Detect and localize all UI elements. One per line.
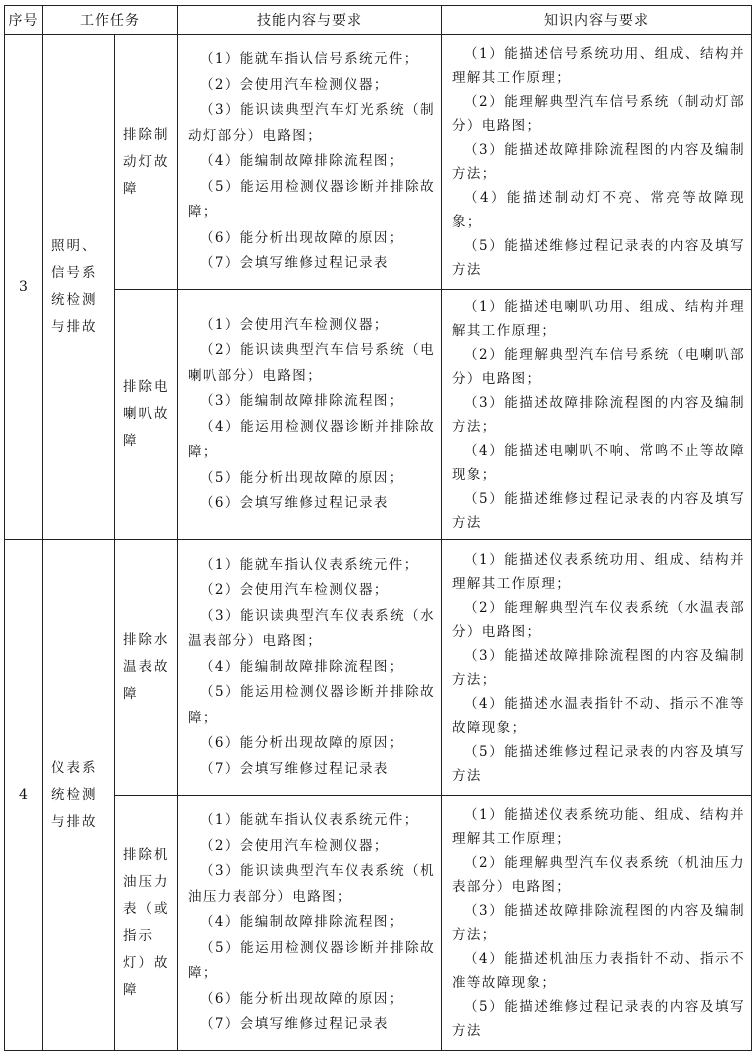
knowledge-item: （3）能描述故障排除流程图的内容及编制方法； [452,394,745,435]
curriculum-table [4,5,752,1051]
work-task-cell: 照明、信号系统检测与排故 [43,35,115,540]
serial-no-cell: 4 [5,540,43,1051]
knowledge-list-cell [442,795,752,1050]
knowledge-item: （1）能描述仪表系统功能、组成、结构并理解其工作原理； [452,806,745,847]
knowledge-item: （5）能描述维修过程记录表的内容及填写方法 [452,998,745,1039]
knowledge-item: （4）能描述机油压力表指针不动、指示不准等故障现象； [452,950,745,991]
header-knowledge-requirements: 知识内容与要求 [442,6,752,35]
subtask-cell: 排除电喇叭故障 [115,290,178,540]
skill-item: （7）会填写维修过程记录表 [200,760,389,777]
skill-list-cell [178,35,442,290]
knowledge-item: （1）能描述信号系统功用、组成、结构并理解其工作原理； [452,46,745,87]
table-row [5,540,752,795]
subtask-cell: 排除制动灯故障 [115,35,178,290]
skill-item: （5）能运用检测仪器诊断并排除故障； [188,178,435,221]
skill-item: （7）会填写维修过程记录表 [200,1016,389,1033]
skill-item: （1）会使用汽车检测仪器； [200,316,389,333]
skill-item: （1）能就车指认仪表系统元件； [200,556,419,573]
skill-list-cell [178,795,442,1050]
skill-item: （2）会使用汽车检测仪器； [200,76,389,93]
skill-item: （4）能运用检测仪器诊断并排除故障； [188,418,435,461]
skill-item: （5）能分析出现故障的原因； [200,469,404,486]
subtask-cell: 排除水温表故障 [115,540,178,795]
table-row [5,290,752,540]
table-row [5,35,752,290]
skill-item: （5）能运用检测仪器诊断并排除故障； [188,684,435,726]
subtask-cell: 排除机油压力表（或指示灯）故障 [115,795,178,1050]
skill-item: （4）能编制故障排除流程图； [200,914,404,931]
skill-item: （6）会填写维修过程记录表 [200,495,389,512]
skill-list-cell [178,290,442,540]
skill-item: （3）能编制故障排除流程图； [200,393,404,410]
knowledge-item: （4）能描述电喇叭不响、常鸣不止等故障现象； [452,442,745,483]
table-row [5,795,752,1050]
skill-item: （7）会填写维修过程记录表 [200,255,389,272]
skill-item: （4）能编制故障排除流程图； [200,658,404,675]
serial-no-cell: 3 [5,35,43,540]
knowledge-item: （5）能描述维修过程记录表的内容及填写方法 [452,490,745,531]
knowledge-item: （4）能描述制动灯不亮、常亮等故障现象； [452,190,745,231]
skill-item: （3）能识读典型汽车仪表系统（水温表部分）电路图； [188,607,435,650]
knowledge-item: （2）能理解典型汽车信号系统（电喇叭部分）电路图； [452,346,745,387]
knowledge-item: （3）能描述故障排除流程图的内容及编制方法； [452,902,745,943]
header-skill-requirements: 技能内容与要求 [178,6,442,35]
skill-item: （6）能分析出现故障的原因； [200,229,404,246]
knowledge-item: （4）能描述水温表指针不动、指示不准等故障现象； [452,695,745,736]
knowledge-list-cell [442,290,752,540]
skill-item: （5）能运用检测仪器诊断并排除故障； [188,939,435,982]
work-task-cell: 仪表系统检测与排故 [43,540,115,1051]
knowledge-item: （1）能描述仪表系统功用、组成、结构并理解其工作原理； [452,551,745,592]
skill-item: （6）能分析出现故障的原因； [200,735,404,752]
skill-item: （3）能识读典型汽车仪表系统（机油压力表部分）电路图； [188,863,435,905]
knowledge-item: （5）能描述维修过程记录表的内容及填写方法 [452,238,745,279]
header-work-task: 工作任务 [43,6,178,35]
skill-item: （6）能分析出现故障的原因； [200,990,404,1007]
skill-list-cell [178,540,442,795]
knowledge-item: （2）能理解典型汽车仪表系统（水温表部分）电路图； [452,599,745,640]
skill-item: （1）能就车指认信号系统元件； [200,51,419,68]
header-serial-no: 序号 [5,6,43,35]
skill-item: （2）会使用汽车检测仪器； [200,582,389,599]
knowledge-item: （3）能描述故障排除流程图的内容及编制方法； [452,142,745,183]
skill-item: （2）能识读典型汽车信号系统（电喇叭部分）电路图； [188,342,435,384]
knowledge-item: （2）能理解典型汽车信号系统（制动灯部分）电路图； [452,94,745,135]
skill-item: （2）会使用汽车检测仪器； [200,837,389,854]
knowledge-item: （5）能描述维修过程记录表的内容及填写方法 [452,743,745,784]
knowledge-item: （1）能描述电喇叭功用、组成、结构并理解其工作原理； [452,298,745,339]
knowledge-list-cell [442,540,752,795]
header-row [5,6,752,35]
skill-item: （1）能就车指认仪表系统元件； [200,812,419,829]
knowledge-item: （2）能理解典型汽车仪表系统（机油压力表部分）电路图； [452,854,745,895]
knowledge-item: （3）能描述故障排除流程图的内容及编制方法； [452,647,745,688]
knowledge-list-cell [442,35,752,290]
skill-item: （3）能识读典型汽车灯光系统（制动灯部分）电路图； [188,102,435,144]
skill-item: （4）能编制故障排除流程图； [200,153,404,170]
